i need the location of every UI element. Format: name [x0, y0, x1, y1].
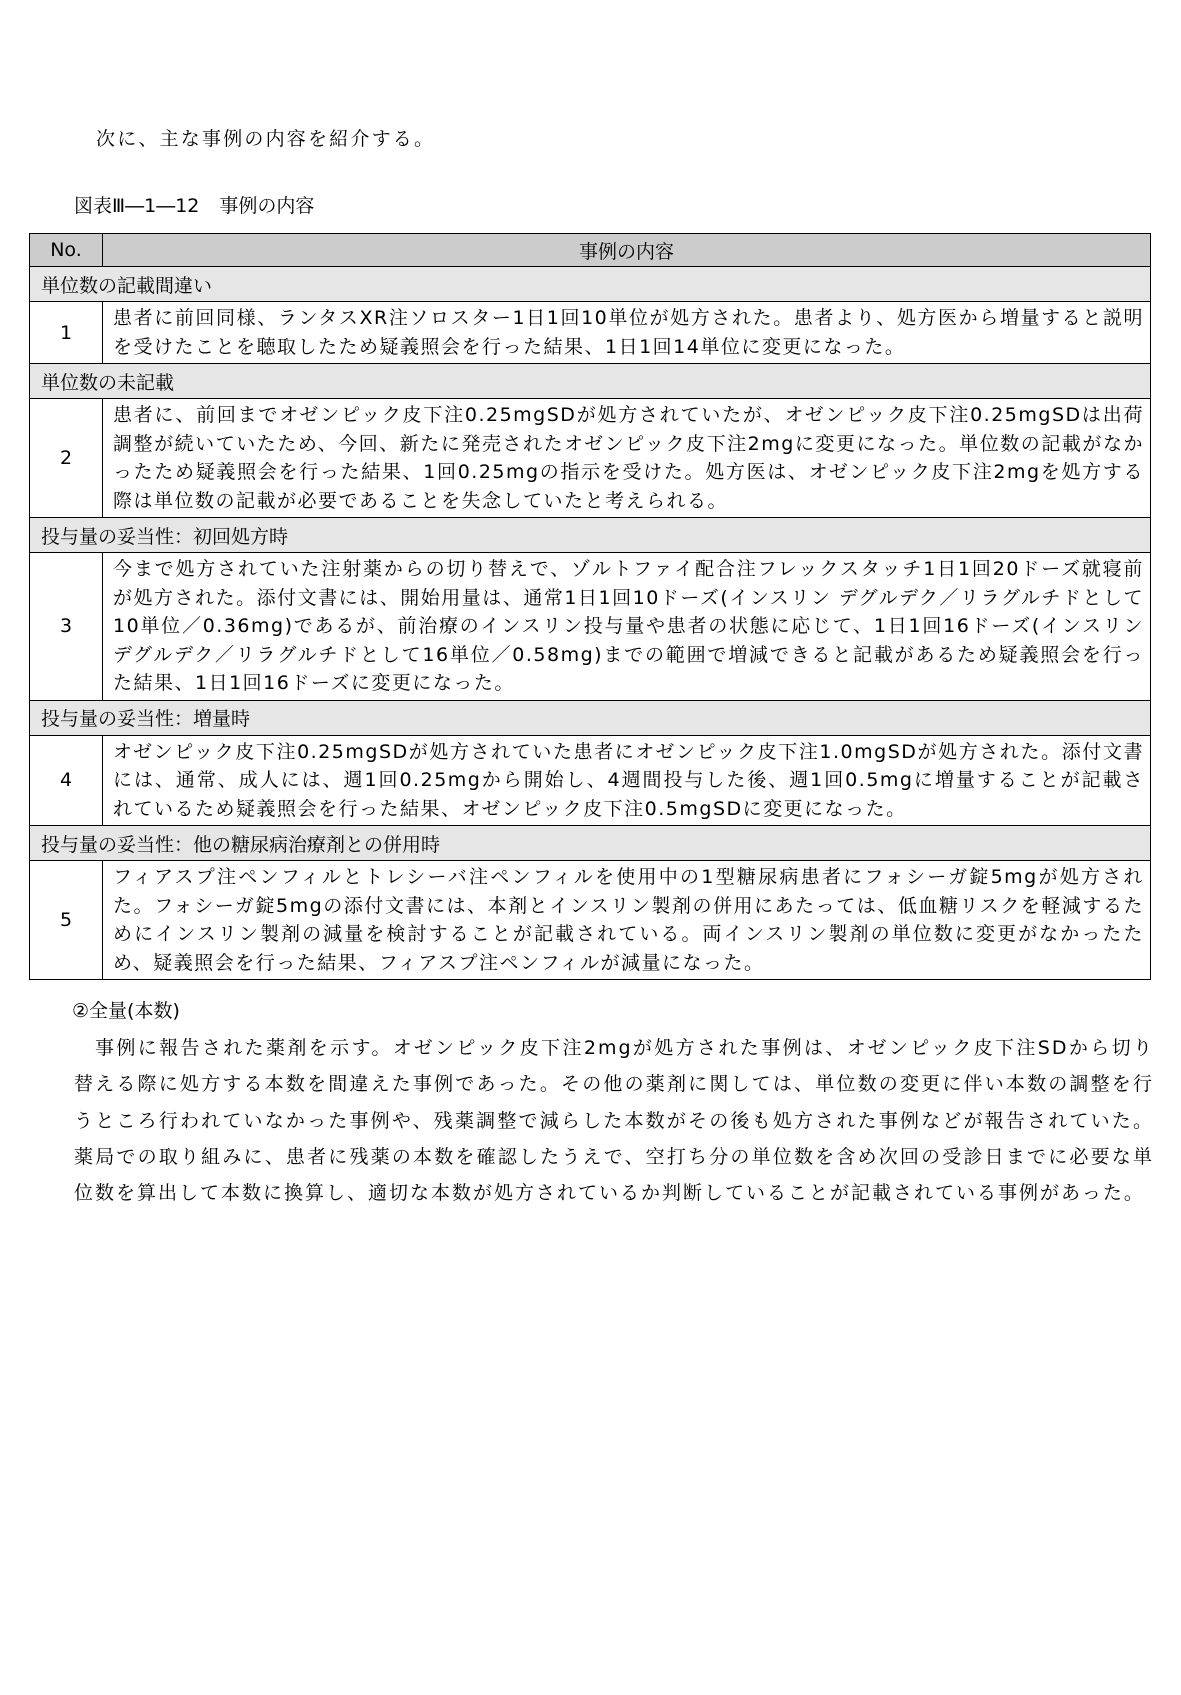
case-content: オゼンピック皮下注0.25mgSDが処方されていた患者にオゼンピック皮下注1.0mgSDが処方された。添付文書には、通常、成人には、週1回0.25mgから開始し、4週間投与した後、週1回0.5mgに増量することが記載されているため疑義照会を行った結果、オゼンピック皮下注0.5mgSDに変更になった。 — [103, 735, 1151, 826]
category-row — [30, 826, 1151, 861]
table-row — [30, 302, 1151, 364]
caption-label: 図表Ⅲ―1―12 — [74, 195, 200, 217]
case-table — [29, 233, 1151, 980]
table-header-row — [30, 234, 1151, 267]
case-content: 今まで処方されていた注射薬からの切り替えで、ゾルトファイ配合注フレックスタッチ1日1回20ドーズ就寝前が処方された。添付文書には、開始用量は、通常1日1回10ドーズ(インスリン デグルデク／リラグルチドとして10単位／0.36mg)であるが、前治療のインスリン投与量や患者の状態に応じて、1日1回16ドーズ(インスリン デグルデク／リラグルチドとして16単位／0.58mg)までの範囲で増減できると記載があるため疑義照会を行った結果、1日1回16ドーズに変更になった。 — [103, 553, 1151, 701]
category-row — [30, 364, 1151, 399]
table-row — [30, 735, 1151, 826]
case-number: 3 — [30, 553, 103, 701]
section-heading: ②全量(本数) — [72, 1000, 180, 1022]
caption-title: 事例の内容 — [219, 195, 315, 217]
section-paragraph: 事例に報告された薬剤を示す。オゼンピック皮下注2mgが処方された事例は、オゼンピック皮下注SDから切り替える際に処方する本数を間違えた事例であった。その他の薬剤に関しては、単位数の変更に伴い本数の調整を行うところ行われていなかった事例や、残薬調整で減らした本数がその後も処方された事例などが報告されていた。薬局での取り組みに、患者に残薬の本数を確認したうえで、空打ち分の単位数を含め次回の受診日までに必要な単位数を算出して本数に換算し、適切な本数が処方されているか判断していることが記載されている事例があった。 — [74, 1037, 1154, 1205]
header-no: No. — [30, 234, 103, 267]
table-row — [30, 399, 1151, 518]
case-content: フィアスプ注ペンフィルとトレシーバ注ペンフィルを使用中の1型糖尿病患者にフォシーガ錠5mgが処方された。フォシーガ錠5mgの添付文書には、本剤とインスリン製剤の併用にあたっては、低血糖リスクを軽減するためにインスリン製剤の減量を検討することが記載されている。両インスリン製剤の単位数に変更がなかったため、疑義照会を行った結果、フィアスプ注ペンフィルが減量になった。 — [103, 861, 1151, 980]
intro-text: 次に、主な事例の内容を紹介する。 — [96, 128, 436, 150]
table-caption — [74, 191, 314, 218]
case-number: 1 — [30, 302, 103, 364]
category-label: 投与量の妥当性：増量時 — [30, 700, 1151, 735]
category-label: 投与量の妥当性：初回処方時 — [30, 518, 1151, 553]
table-row — [30, 553, 1151, 701]
category-label: 投与量の妥当性：他の糖尿病治療剤との併用時 — [30, 826, 1151, 861]
case-number: 4 — [30, 735, 103, 826]
case-number: 5 — [30, 861, 103, 980]
table-row — [30, 861, 1151, 980]
category-row — [30, 518, 1151, 553]
category-row — [30, 267, 1151, 302]
case-content: 患者に、前回までオゼンピック皮下注0.25mgSDが処方されていたが、オゼンピック皮下注0.25mgSDは出荷調整が続いていたため、今回、新たに発売されたオゼンピック皮下注2mgに変更になった。単位数の記載がなかったため疑義照会を行った結果、1回0.25mgの指示を受けた。処方医は、オゼンピック皮下注2mgを処方する際は単位数の記載が必要であることを失念していたと考えられる。 — [103, 399, 1151, 518]
case-number: 2 — [30, 399, 103, 518]
case-content: 患者に前回同様、ランタスXR注ソロスター1日1回10単位が処方された。患者より、処方医から増量すると説明を受けたことを聴取したため疑義照会を行った結果、1日1回14単位に変更になった。 — [103, 302, 1151, 364]
category-row — [30, 700, 1151, 735]
header-content: 事例の内容 — [103, 234, 1151, 267]
category-label: 単位数の未記載 — [30, 364, 1151, 399]
category-label: 単位数の記載間違い — [30, 267, 1151, 302]
